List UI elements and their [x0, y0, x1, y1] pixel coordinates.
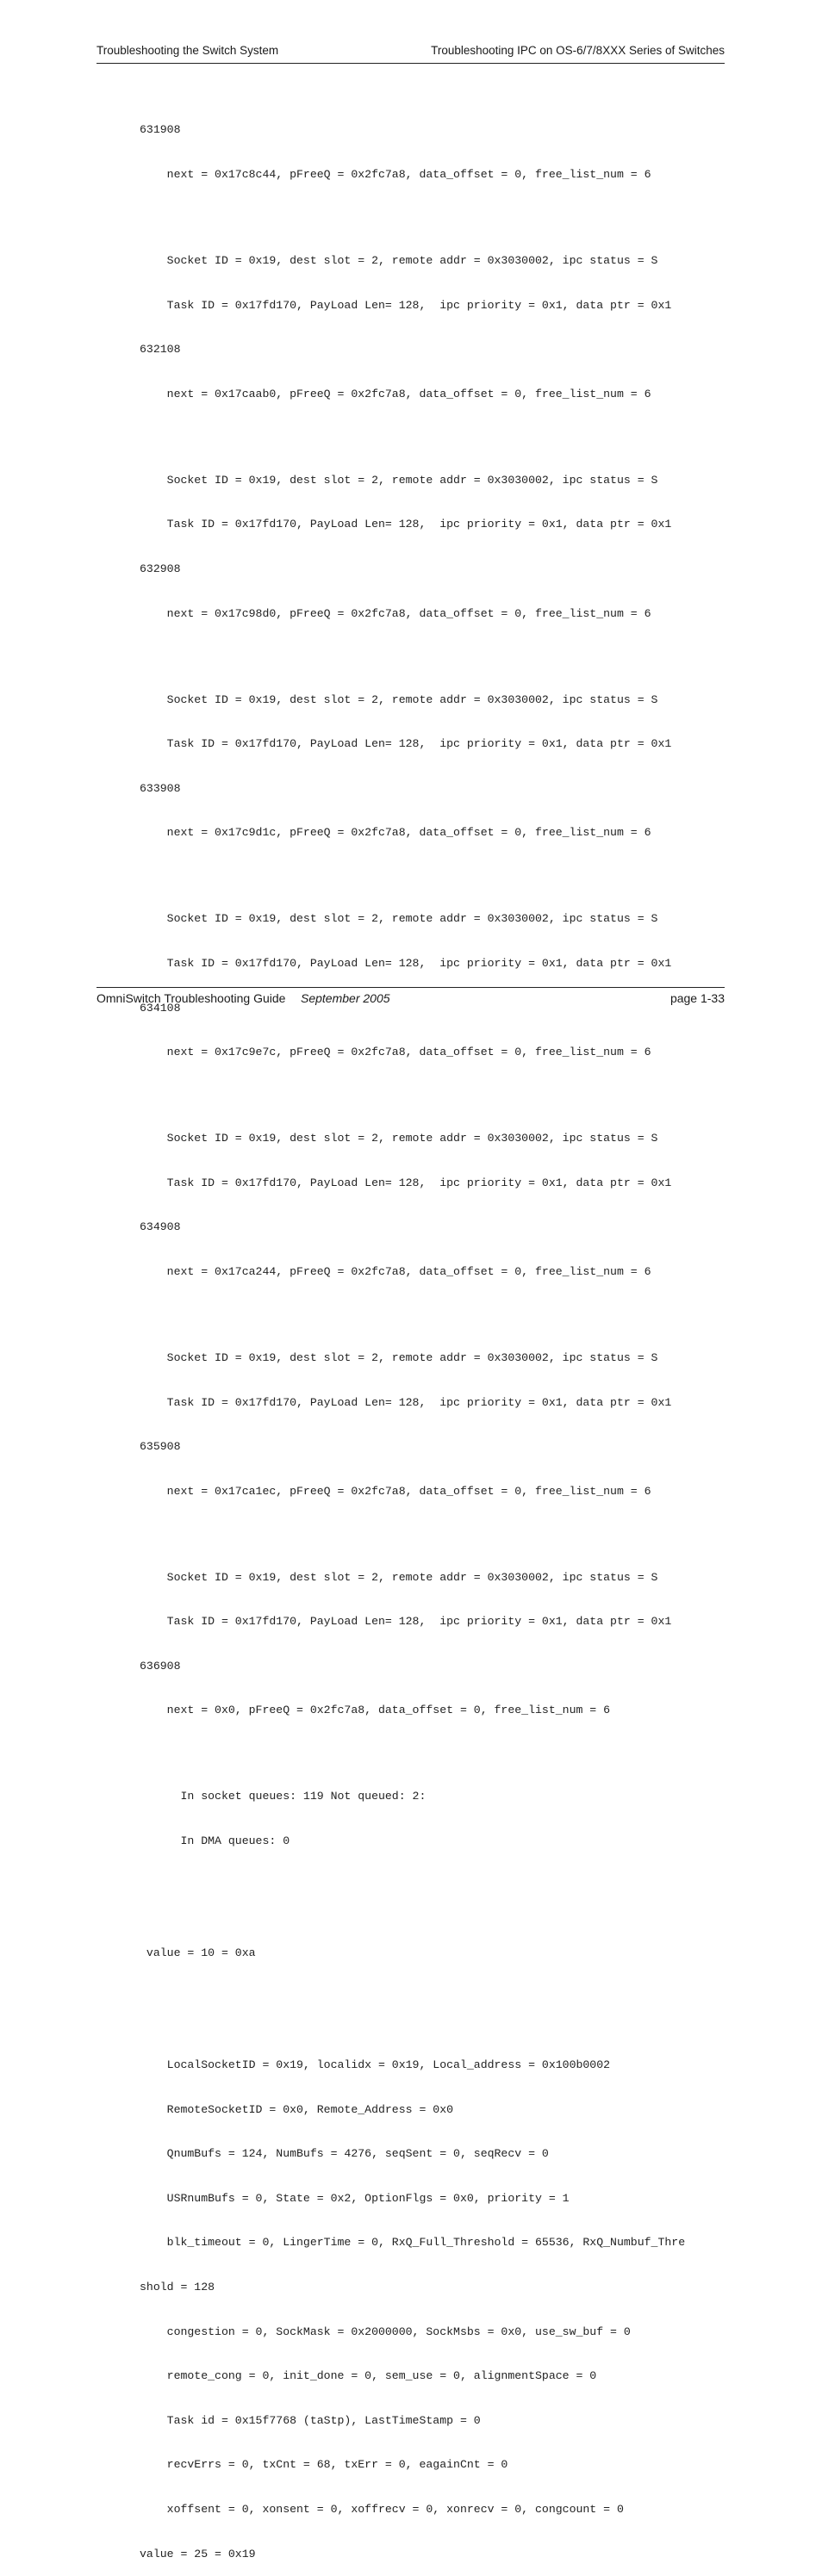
footer-guide-title: OmniSwitch Troubleshooting Guide [97, 991, 286, 1005]
header-chapter-title: Troubleshooting IPC on OS-6/7/8XXX Series of Switches [431, 44, 725, 57]
blank-line [140, 1747, 725, 1760]
code-line: Socket ID = 0x19, dest slot = 2, remote addr = 0x3030002, ipc status = S [140, 1570, 658, 1584]
code-line: shold = 128 [140, 2281, 215, 2294]
code-line: 633908 [140, 781, 181, 795]
code-line: In DMA queues: 0 [140, 1834, 290, 1848]
code-line: QnumBufs = 124, NumBufs = 4276, seqSent = 0, seqRecv = 0 [140, 2147, 549, 2161]
code-line: USRnumBufs = 0, State = 0x2, OptionFlgs = 0x0, priority = 1 [140, 2191, 570, 2205]
header-rule [97, 63, 725, 64]
blank-line [140, 212, 725, 224]
code-listing [140, 93, 725, 2576]
code-line: value = 25 = 0x19 [140, 2547, 256, 2560]
blank-line [140, 1089, 725, 1102]
code-line: next = 0x0, pFreeQ = 0x2fc7a8, data_offset = 0, free_list_num = 6 [140, 1704, 611, 1717]
code-line: next = 0x17c98d0, pFreeQ = 0x2fc7a8, data_offset = 0, free_list_num = 6 [140, 606, 651, 620]
code-line: Socket ID = 0x19, dest slot = 2, remote addr = 0x3030002, ipc status = S [140, 1350, 658, 1364]
code-line: next = 0x17ca244, pFreeQ = 0x2fc7a8, data_offset = 0, free_list_num = 6 [140, 1264, 651, 1278]
blank-line [140, 1528, 725, 1540]
code-line: next = 0x17ca1ec, pFreeQ = 0x2fc7a8, data_offset = 0, free_list_num = 6 [140, 1484, 651, 1498]
blank-line [140, 1309, 725, 1321]
page-number: page 1-33 [669, 991, 725, 1005]
code-line: next = 0x17c8c44, pFreeQ = 0x2fc7a8, data_offset = 0, free_list_num = 6 [140, 168, 651, 181]
code-line: Socket ID = 0x19, dest slot = 2, remote addr = 0x3030002, ipc status = S [140, 1132, 658, 1145]
page-footer [97, 991, 725, 1009]
code-line: LocalSocketID = 0x19, localidx = 0x19, Local_address = 0x100b0002 [140, 2058, 611, 2072]
code-line: Task ID = 0x17fd170, PayLoad Len= 128, ipc priority = 0x1, data ptr = 0x1 [140, 956, 672, 970]
blank-line [140, 1878, 725, 1916]
blank-line [140, 870, 725, 882]
code-line: 634108 [140, 1001, 181, 1015]
code-line: Task ID = 0x17fd170, PayLoad Len= 128, ipc priority = 0x1, data ptr = 0x1 [140, 1615, 672, 1629]
code-line: Socket ID = 0x19, dest slot = 2, remote addr = 0x3030002, ipc status = S [140, 473, 658, 487]
footer-rule [97, 987, 725, 988]
blank-line [140, 650, 725, 662]
code-line: 635908 [140, 1440, 181, 1454]
code-line: next = 0x17caab0, pFreeQ = 0x2fc7a8, data_offset = 0, free_list_num = 6 [140, 387, 651, 400]
code-line: Task id = 0x15f7768 (taStp), LastTimeStamp = 0 [140, 2413, 481, 2427]
code-line: Task ID = 0x17fd170, PayLoad Len= 128, ipc priority = 0x1, data ptr = 0x1 [140, 518, 672, 531]
code-line: Socket ID = 0x19, dest slot = 2, remote addr = 0x3030002, ipc status = S [140, 692, 658, 706]
code-line: Task ID = 0x17fd170, PayLoad Len= 128, ipc priority = 0x1, data ptr = 0x1 [140, 1176, 672, 1189]
code-line: remote_cong = 0, init_done = 0, sem_use = 0, alignmentSpace = 0 [140, 2369, 597, 2383]
code-line: Task ID = 0x17fd170, PayLoad Len= 128, ipc priority = 0x1, data ptr = 0x1 [140, 1395, 672, 1409]
code-line: 632908 [140, 562, 181, 575]
footer-date: September 2005 [301, 991, 390, 1005]
code-line: value = 10 = 0xa [140, 1946, 256, 1960]
code-line: xoffsent = 0, xonsent = 0, xoffrecv = 0, xonrecv = 0, congcount = 0 [140, 2503, 624, 2516]
code-line: RemoteSocketID = 0x0, Remote_Address = 0x0 [140, 2102, 454, 2116]
header-section-title: Troubleshooting the Switch System [97, 44, 279, 57]
code-line: 631908 [140, 123, 181, 137]
code-line: congestion = 0, SockMask = 0x2000000, SockMsbs = 0x0, use_sw_buf = 0 [140, 2325, 631, 2338]
code-line: 634908 [140, 1220, 181, 1234]
code-line: 632108 [140, 343, 181, 357]
code-line: Task ID = 0x17fd170, PayLoad Len= 128, ipc priority = 0x1, data ptr = 0x1 [140, 298, 672, 312]
blank-line [140, 1990, 725, 2028]
code-line: recvErrs = 0, txCnt = 68, txErr = 0, eagainCnt = 0 [140, 2458, 508, 2472]
code-line: Socket ID = 0x19, dest slot = 2, remote addr = 0x3030002, ipc status = S [140, 912, 658, 926]
code-line: 636908 [140, 1659, 181, 1673]
code-line: next = 0x17c9e7c, pFreeQ = 0x2fc7a8, data_offset = 0, free_list_num = 6 [140, 1046, 651, 1059]
code-line: In socket queues: 119 Not queued: 2: [140, 1790, 427, 1803]
blank-line [140, 431, 725, 443]
page-header [97, 44, 725, 63]
code-line: next = 0x17c9d1c, pFreeQ = 0x2fc7a8, data_offset = 0, free_list_num = 6 [140, 826, 651, 840]
code-line: Task ID = 0x17fd170, PayLoad Len= 128, ipc priority = 0x1, data ptr = 0x1 [140, 737, 672, 751]
code-line: blk_timeout = 0, LingerTime = 0, RxQ_Full_Threshold = 65536, RxQ_Numbuf_Thre [140, 2236, 686, 2250]
code-line: Socket ID = 0x19, dest slot = 2, remote addr = 0x3030002, ipc status = S [140, 254, 658, 267]
